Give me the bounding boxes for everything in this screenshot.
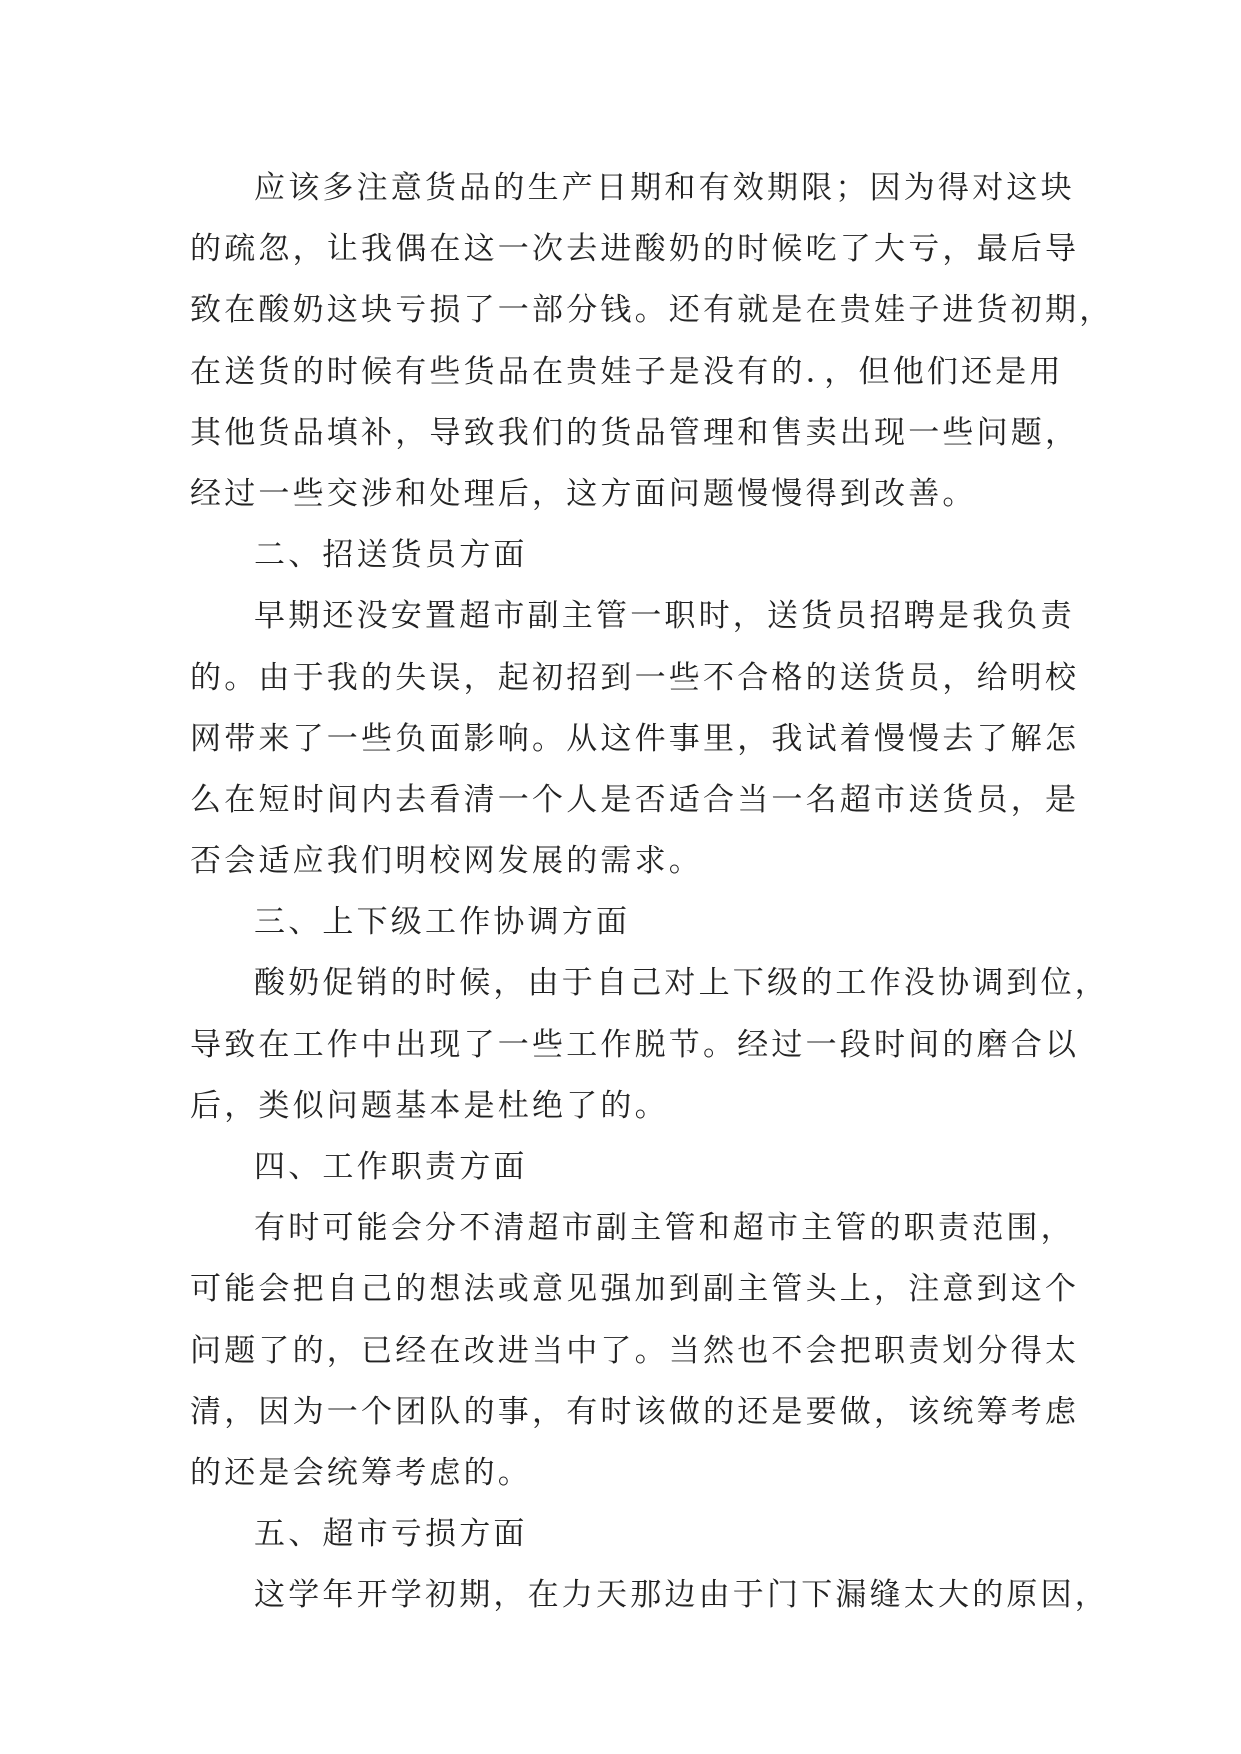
text-line: 有时可能会分不清超市副主管和超市主管的职责范围， [254,1210,1075,1247]
section-heading: 四、工作职责方面 [254,1149,528,1185]
text-line: 经过一些交涉和处理后，这方面问题慢慢得到改善。 [190,475,977,512]
section-heading: 二、招送货员方面 [254,537,528,574]
text-line: 的疏忽，让我偶在这一次去进酸奶的时候吃了大亏，最后导 [190,231,1080,268]
text-line: 在送货的时候有些货品在贵娃子是没有的．，但他们还是用 [190,353,1064,390]
text-line: 么在短时间内去看清一个人是否适合当一名超市送货员，是 [190,781,1080,818]
text-line: 导致在工作中出现了一些工作脱节。经过一段时间的磨合以 [190,1026,1080,1063]
text-line: 的。由于我的失误，起初招到一些不合格的送货员，给明校 [190,659,1080,696]
text-line: 应该多注意货品的生产日期和有效期限；因为得对这块 [254,170,1075,206]
text-line: 网带来了一些负面影响。从这件事里，我试着慢慢去了解怎 [190,720,1080,757]
text-line: 后，类似问题基本是杜绝了的。 [190,1087,669,1124]
text-line: 早期还没安置超市副主管一职时，送货员招聘是我负责 [254,598,1075,635]
text-line: 致在酸奶这块亏损了一部分钱。还有就是在贵娃子进货初期， [190,292,1114,329]
section-heading: 五、超市亏损方面 [254,1516,528,1553]
text-line: 酸奶促销的时候，由于自己对上下级的工作没协调到位， [254,965,1109,1002]
text-line: 问题了的，已经在改进当中了。当然也不会把职责划分得太 [190,1332,1080,1369]
text-line: 否会适应我们明校网发展的需求。 [190,843,703,880]
document-body [190,158,1114,1627]
text-line: 其他货品填补，导致我们的货品管理和售卖出现一些问题， [190,414,1080,451]
text-line: 清，因为一个团队的事，有时该做的还是要做，该统筹考虑 [190,1393,1080,1430]
text-line: 的还是会统筹考虑的。 [190,1454,532,1491]
text-line: 这学年开学初期，在力天那边由于门下漏缝太大的原因， [254,1577,1109,1614]
section-heading: 三、上下级工作协调方面 [254,904,631,941]
text-line: 可能会把自己的想法或意见强加到副主管头上，注意到这个 [190,1271,1080,1308]
